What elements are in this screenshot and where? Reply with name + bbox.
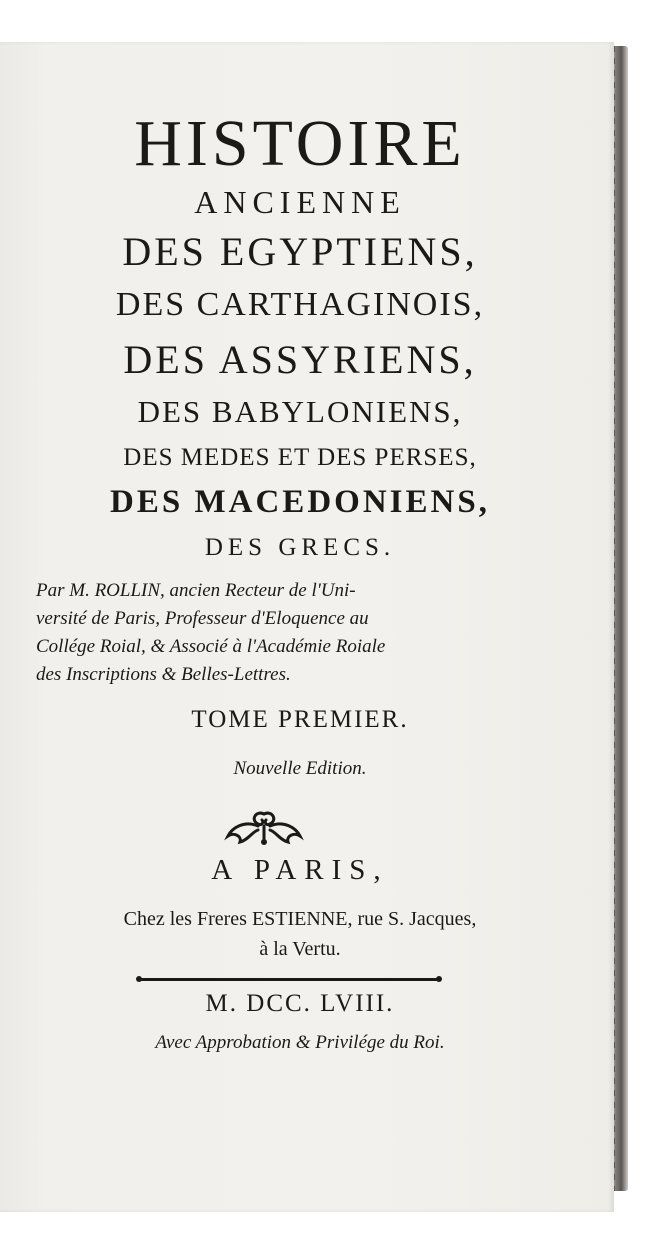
- publisher-line-1: Chez les Freres ESTIENNE, rue S. Jacques,: [123, 908, 477, 930]
- people-grecs: DES GRECS.: [204, 534, 396, 561]
- people-babyloniens: DES BABYLONIENS,: [137, 394, 463, 429]
- book-title: HISTOIRE: [134, 107, 466, 180]
- title-page: [0, 42, 614, 1212]
- author-line-1: Par M. ROLLIN, ancien Recteur de l'Uni-: [36, 580, 356, 601]
- people-egyptiens: DES EGYPTIENS,: [122, 229, 478, 274]
- edition-label: Nouvelle Edition.: [233, 758, 367, 779]
- volume-label: TOME PREMIER.: [191, 706, 409, 733]
- people-macedoniens: DES MACEDONIENS,: [110, 484, 490, 520]
- fleuron-ornament-icon: [222, 806, 306, 848]
- author-line-3: Collége Roial, & Associé à l'Académie Roiale: [36, 636, 386, 657]
- author-line-4: des Inscriptions & Belles-Lettres.: [36, 664, 291, 685]
- horizontal-rule: [140, 978, 438, 981]
- publication-date: M. DCC. LVIII.: [205, 990, 395, 1017]
- people-assyriens: DES ASSYRIENS,: [123, 337, 477, 382]
- author-line-2: versité de Paris, Professeur d'Eloquence au: [36, 608, 369, 629]
- place-label: A PARIS,: [211, 854, 389, 886]
- people-carthaginois: DES CARTHAGINOIS,: [115, 286, 485, 323]
- book-subtitle: ANCIENNE: [194, 184, 406, 220]
- publisher-line-2: à la Vertu.: [259, 938, 341, 960]
- privilege-line: Avec Approbation & Privilége du Roi.: [155, 1032, 445, 1053]
- people-medes-perses: DES MEDES ET DES PERSES,: [123, 444, 477, 471]
